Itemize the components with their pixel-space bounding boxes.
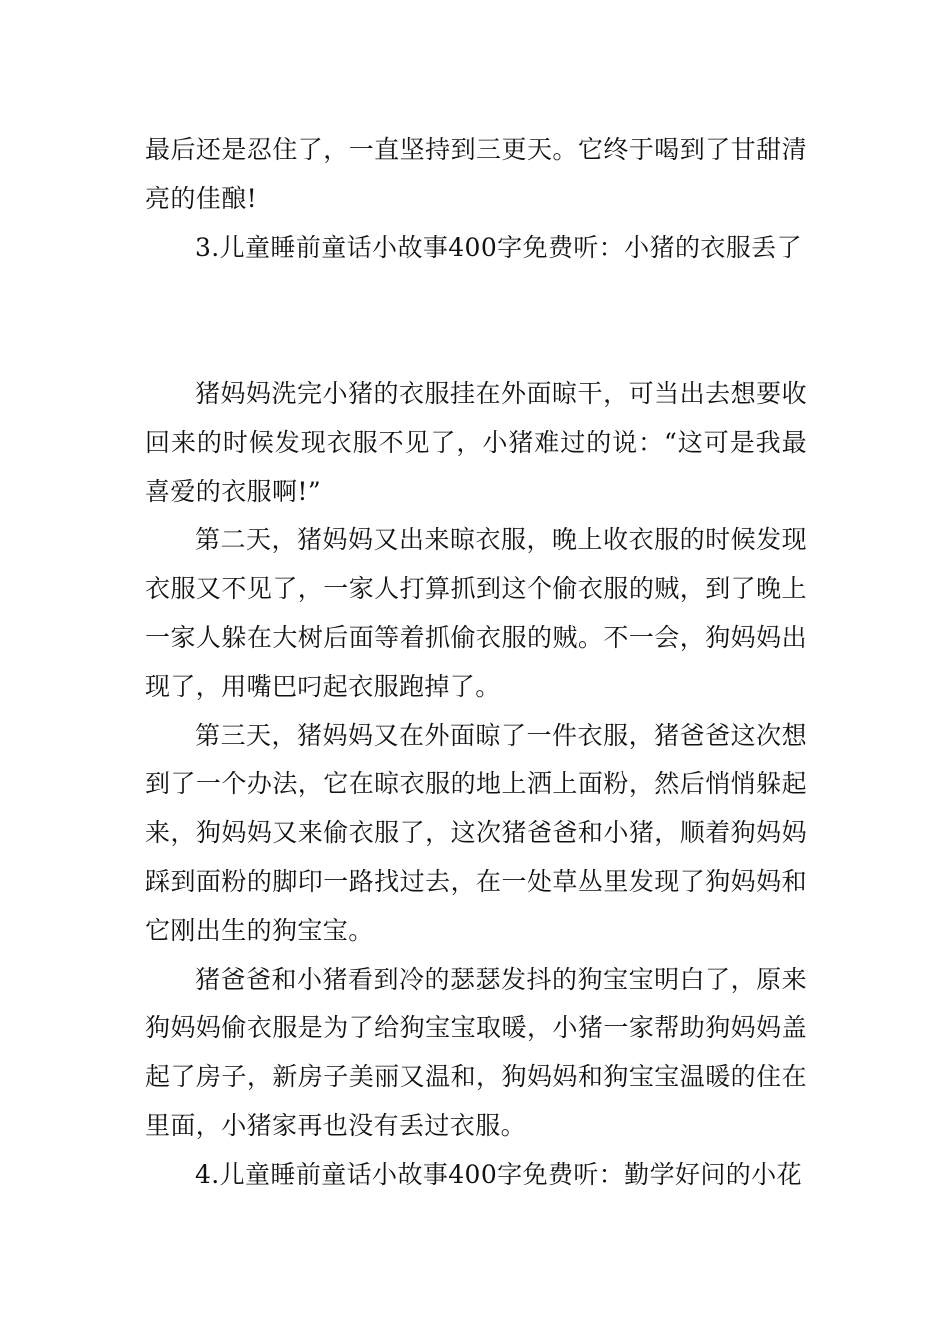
document-body	[145, 126, 807, 1200]
story-heading-4: 4.儿童睡前童话小故事400字免费听：勤学好问的小花	[195, 1159, 802, 1189]
paragraph: 猪爸爸和小猪看到冷的瑟瑟发抖的狗宝宝明白了，原来狗妈妈偷衣服是为了给狗宝宝取暖，小猪一家帮助狗妈妈盖起了房子，新房子美丽又温和，狗妈妈和狗宝宝温暖的住在里面，小猪家再也没有丢过衣服。	[145, 964, 807, 1140]
paragraph: 猪妈妈洗完小猪的衣服挂在外面晾干，可当出去想要收回来的时候发现衣服不见了，小猪难过的说：“这可是我最喜爱的衣服啊!”	[145, 378, 807, 506]
paragraph: 第二天，猪妈妈又出来晾衣服，晚上收衣服的时候发现衣服又不见了，一家人打算抓到这个偷衣服的贼，到了晚上一家人躲在大树后面等着抓偷衣服的贼。不一会，狗妈妈出现了，用嘴巴叼起衣服跑掉了。	[145, 525, 807, 701]
story-heading-3: 3.儿童睡前童话小故事400字免费听：小猪的衣服丢了	[195, 232, 802, 262]
paragraph: 第三天，猪妈妈又在外面晾了一件衣服，猪爸爸这次想到了一个办法，它在晾衣服的地上洒上面粉，然后悄悄躲起来，狗妈妈又来偷衣服了，这次猪爸爸和小猪，顺着狗妈妈踩到面粉的脚印一路找过去，在一处草丛里发现了狗妈妈和它刚出生的狗宝宝。	[145, 720, 807, 945]
paragraph-continuation: 最后还是忍住了，一直坚持到三更天。它终于喝到了甘甜清亮的佳酿!	[145, 135, 807, 213]
